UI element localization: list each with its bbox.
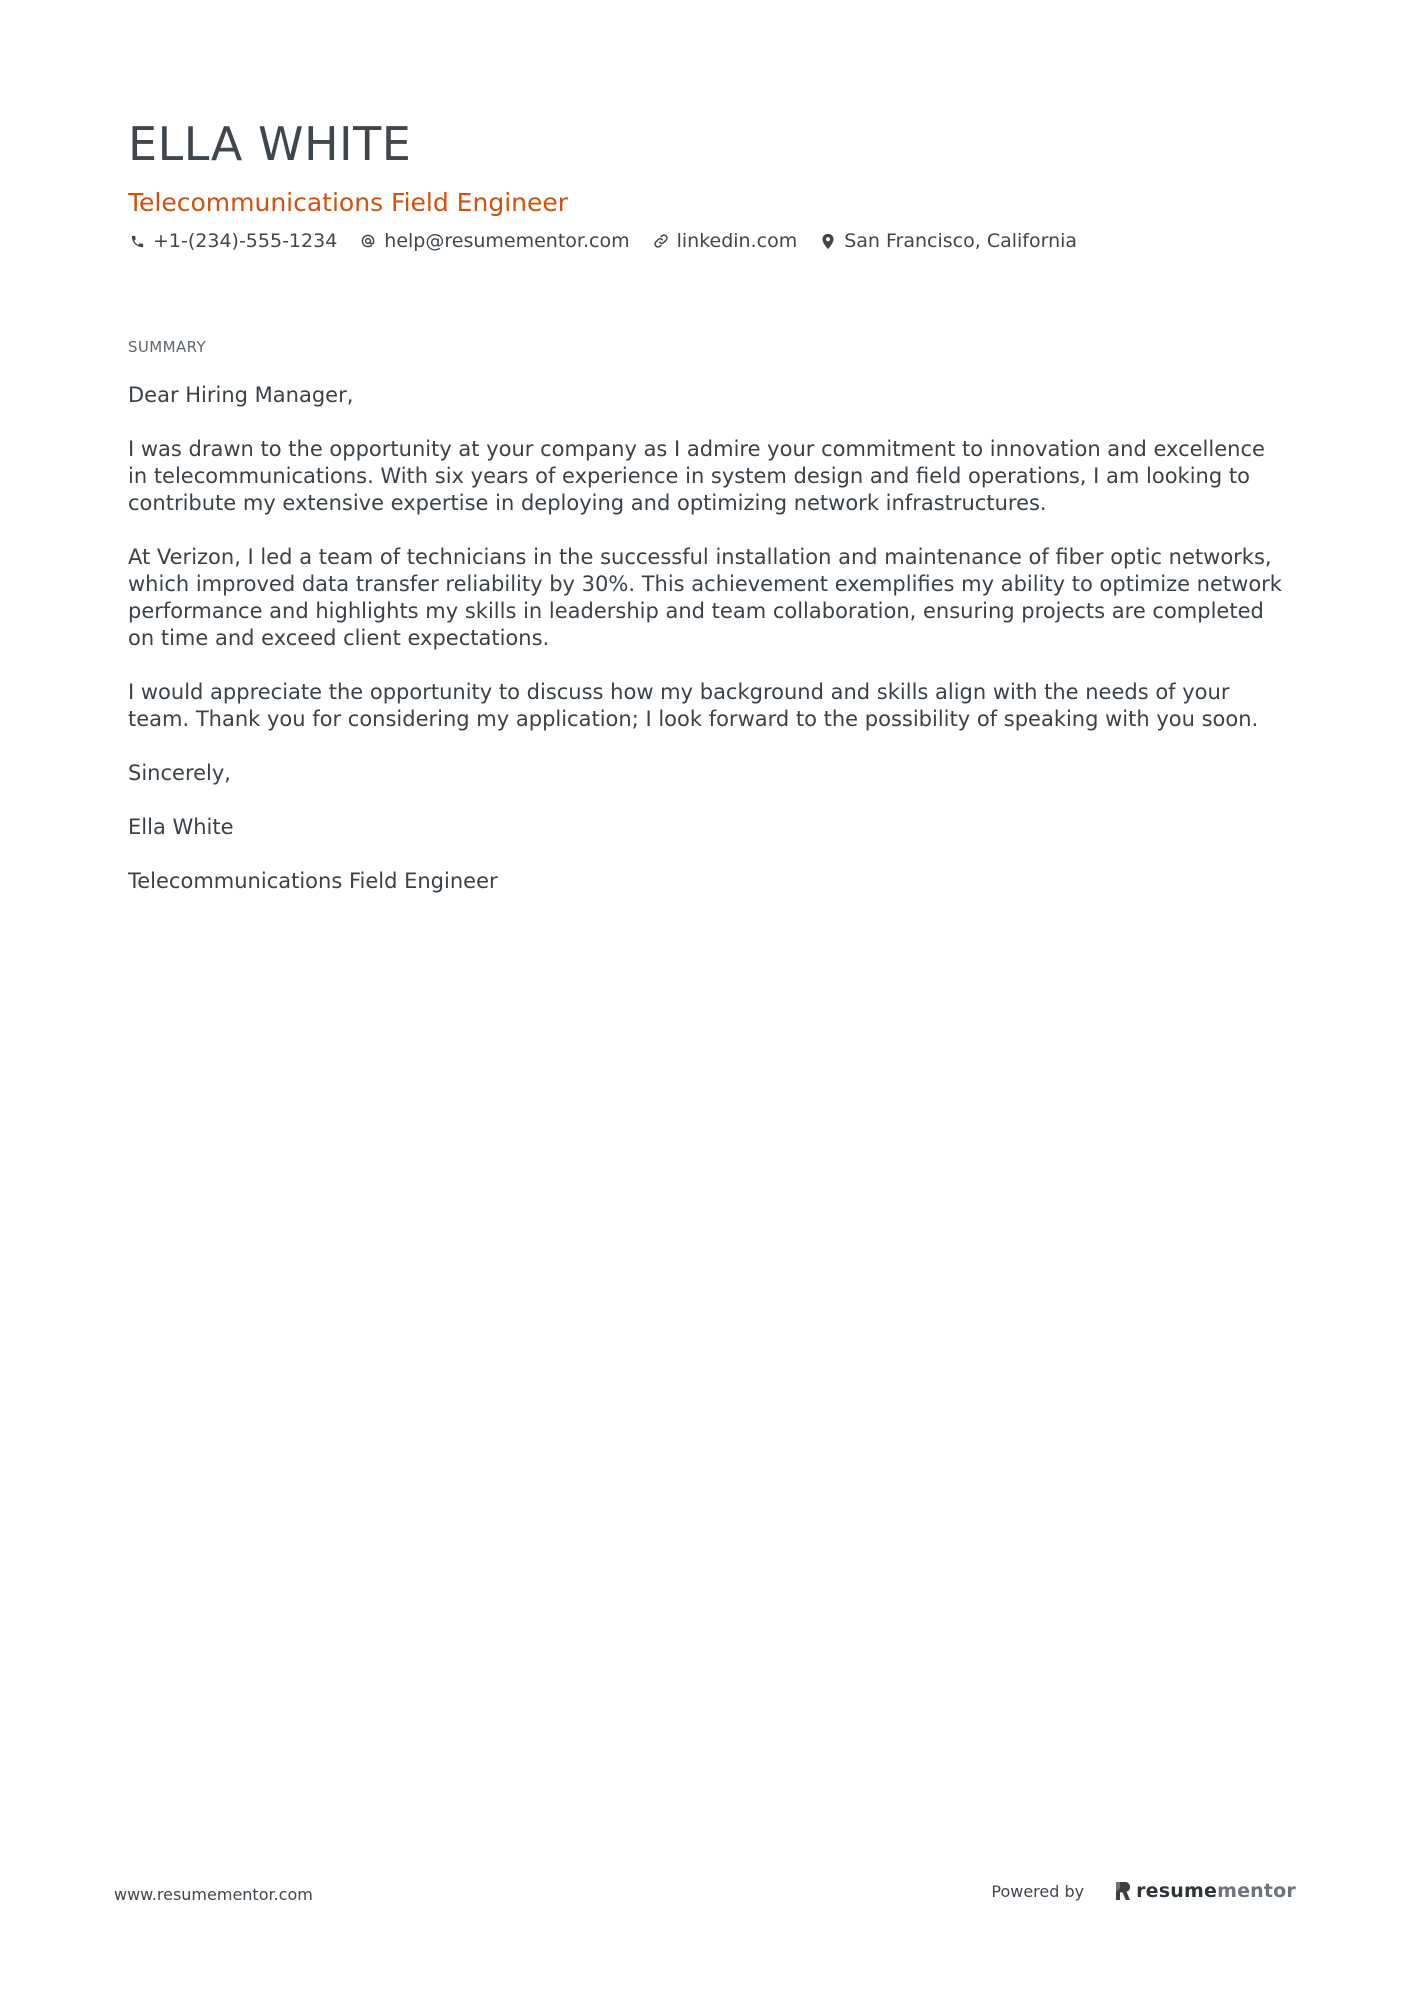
brand-part-1: resume [1136,1880,1218,1902]
contact-email [359,230,629,252]
section-heading-summary: SUMMARY [128,338,207,356]
job-title: Telecommunications Field Engineer [128,188,569,217]
map-pin-icon [819,232,837,250]
contact-phone [128,230,337,252]
contact-row [128,230,1288,252]
link-icon [652,232,670,250]
signature-title: Telecommunications Field Engineer [128,869,498,893]
signature-name: Ella White [128,815,234,839]
letter-paragraph-2: At Verizon, I led a team of technicians in the successful installation and maintenance of fiber optic networks, which improved data transfer reliability by 30%. This achievement exemplifies my ability to optimize network performance and highlights my skills in leadership and team collaboration, ensuring projects are completed on time and exceed client expectations. [128,545,1282,650]
resumementor-logo-icon [1114,1880,1132,1902]
candidate-name: ELLA WHITE [128,117,412,171]
email-address: help@resumementor.com [384,230,630,252]
phone-number: +1-(234)-555-1234 [153,230,338,252]
brand-part-2: mentor [1217,1880,1296,1902]
header [128,112,1288,252]
at-icon [359,232,377,250]
brand-logo[interactable] [1114,1880,1296,1902]
powered-by-label: Powered by [991,1881,1085,1901]
letter-body [128,382,1288,922]
phone-icon [128,232,146,250]
website-link: linkedin.com [676,230,798,252]
footer-branding [991,1880,1296,1902]
location-text: San Francisco, California [844,230,1078,252]
footer-website[interactable]: www.resumementor.com [114,1885,313,1904]
letter-paragraph-3: I would appreciate the opportunity to discuss how my background and skills align with the needs of your team. Thank you for considering my application; I look forward to the possibility of speaking with you soon. [128,680,1259,731]
contact-location [819,230,1077,252]
contact-website [652,230,798,252]
letter-closing: Sincerely, [128,761,231,785]
letter-greeting: Dear Hiring Manager, [128,383,354,407]
letter-paragraph-1: I was drawn to the opportunity at your company as I admire your commitment to innovation and excellence in telecommunications. With six years of experience in system design and field operations, I am looking to contribute my extensive expertise in deploying and optimizing network infrastructures. [128,437,1265,515]
